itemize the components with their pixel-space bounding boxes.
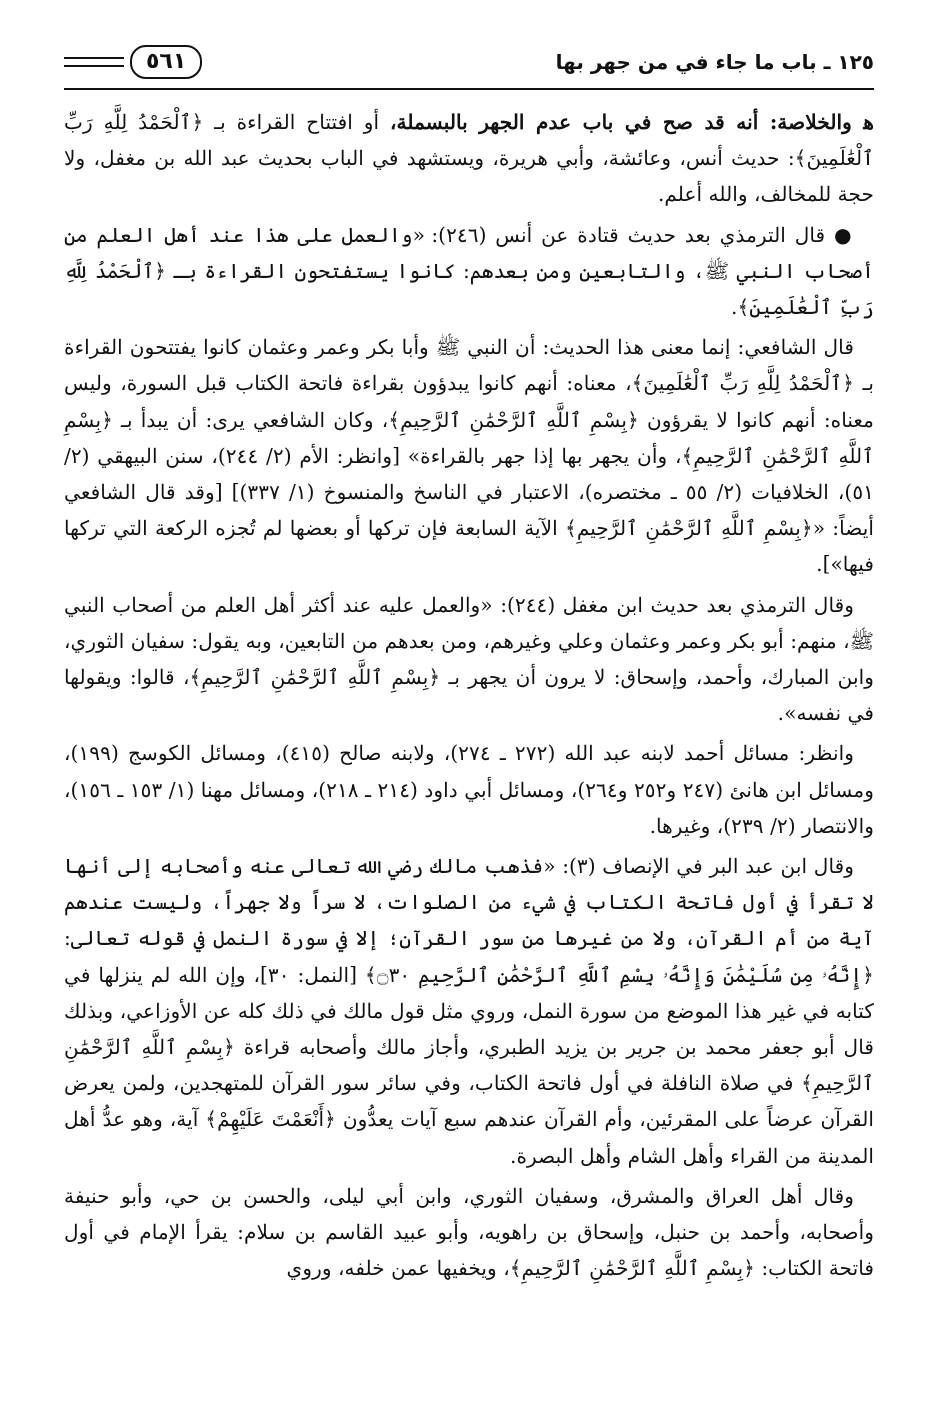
paragraph-text: وقال ابن عبد البر في الإنصاف (٣): «فذهب مالك رضي الله تعالى عنه وأصحابه إلى أنها لا تقرأ في أول فاتحة الكتاب في شيء من الصلوات، لا سراً ولا جهراً، وليست عندهم آية من أم القرآن، ولا من غيرها من سور القرآن؛ إلا في سورة النمل في قوله تعالى: ﴿إِنَّهُۥ مِن سُلَيْمَٰنَ وَإِنَّهُۥ بِسْمِ ٱللَّهِ ٱلرَّحْمَٰنِ ٱلرَّحِيمِ ۝٣٠﴾ [النمل: ٣٠]، وإن الله لم ينزلها في كتابه في غير هذا الموضع من سورة النمل، وروي مثل قول مالك في ذلك كله عن الأوزاعي، وبذلك قال أبو جعفر محمد بن جرير بن يزيد الطبري، وأجاز مالك وأصحابه قراءة ﴿بِسْمِ ٱللَّهِ ٱلرَّحْمَٰنِ ٱلرَّحِيمِ﴾ في صلاة النافلة في أول فاتحة الكتاب، وفي سائر سور القرآن للمتهجدين، ولمن يعرض القرآن عرضاً على المقرئين، وأم القرآن عندهم سبع آيات يعدُّون ﴿أَنْعَمْتَ عَلَيْهِمْ﴾ آية، وهو عدُّ أهل المدينة من القراء وأهل الشام وأهل البصرة. — [64, 854, 874, 1168]
paragraph-4 — [64, 587, 874, 732]
paragraph-1 — [64, 104, 874, 213]
page-header — [64, 40, 874, 90]
paragraph-text: وانظر: مسائل أحمد لابنه عبد الله (٢٧٢ ـ ٢٧٤)، ولابنه صالح (٤١٥)، ومسائل الكوسج (١٩٩)، ومسائل ابن هانئ (٢٤٧ و٢٥٢ و٢٦٤)، ومسائل أبي داود (٢١٤ ـ ٢١٨)، ومسائل مهنا (١/ ١٥٣ ـ ١٥٦)، والانتصار (٢/ ٢٣٩)، وغيرها. — [64, 741, 874, 838]
paragraph-text: قال الشافعي: إنما معنى هذا الحديث: أن النبي ﷺ وأبا بكر وعمر وعثمان كانوا يفتتحون القراءة بـ ﴿ٱلْحَمْدُ لِلَّهِ رَبِّ ٱلْعَٰلَمِينَ﴾، معناه: أنهم كانوا يبدؤون بقراءة فاتحة الكتاب قبل السورة، وليس معناه: أنهم كانوا لا يقرؤون ﴿بِسْمِ ٱللَّهِ ٱلرَّحْمَٰنِ ٱلرَّحِيمِ﴾، وكان الشافعي يرى: أن يبدأ بـ ﴿بِسْمِ ٱللَّهِ ٱلرَّحْمَٰنِ ٱلرَّحِيمِ﴾، وأن يجهر بها إذا جهر بالقراءة» [وانظر: الأم (٢/ ٢٤٤)، سنن البيهقي (٢/ ٥١)، الخلافيات (٢/ ٥٥ ـ مختصره)، الاعتبار في الناسخ والمنسوخ (١/ ٣٣٧)] [وقد قال الشافعي أيضاً: «﴿بِسْمِ ٱللَّهِ ٱلرَّحْمَٰنِ ٱلرَّحِيمِ﴾ الآية السابعة فإن تركها أو بعضها لم تُجزه الركعة التي تركها فيها»]. — [64, 335, 875, 577]
page-number: ٥٦١ — [130, 45, 202, 79]
ornament-line — [64, 57, 124, 67]
page-number-ornament — [64, 45, 202, 79]
paragraph-7 — [64, 1178, 874, 1287]
page-body — [64, 104, 874, 1287]
paragraph-2 — [64, 217, 874, 326]
paragraph-text: ● قال الترمذي بعد حديث قتادة عن أنس (٢٤٦): «والعمل على هذا عند أهل العلم من أصحاب النبي ﷺ، والتابعين ومن بعدهم: كانوا يستفتحون القراءة بـ ﴿ٱلْحَمْدُ لِلَّهِ رَبِّ ٱلْعَٰلَمِينَ﴾. — [64, 222, 874, 320]
document-page — [64, 40, 874, 1367]
paragraph-5 — [64, 735, 874, 844]
chapter-title: ١٢٥ ـ باب ما جاء في من جهر بها — [555, 50, 874, 74]
paragraph-lead: ﻫ والخلاصة: أنه قد صح في باب عدم الجهر بالبسملة، — [390, 110, 874, 134]
paragraph-3 — [64, 329, 874, 582]
paragraph-text: وقال أهل العراق والمشرق، وسفيان الثوري، وابن أبي ليلى، والحسن بن حي، وأبو حنيفة وأصحابه، وأحمد بن حنبل، وإسحاق بن راهويه، وأبو عبيد القاسم بن سلام: يقرأ الإمام في أول فاتحة الكتاب: ﴿بِسْمِ ٱللَّهِ ٱلرَّحْمَٰنِ ٱلرَّحِيمِ﴾، ويخفيها عمن خلفه، وروي — [64, 1183, 874, 1281]
paragraph-text: أو افتتاح القراءة بـ ﴿ٱلْحَمْدُ لِلَّهِ رَبِّ ٱلْعَٰلَمِينَ﴾: حديث أنس، وعائشة، وأبي هريرة، ويستشهد في الباب بحديث عبد الله بن مغفل، ولا حجة للمخالف، والله أعلم. — [64, 110, 874, 207]
paragraph-6 — [64, 848, 874, 1174]
paragraph-text: وقال الترمذي بعد حديث ابن مغفل (٢٤٤): «والعمل عليه عند أكثر أهل العلم من أصحاب النبي ﷺ، منهم: أبو بكر وعمر وعثمان وعلي وغيرهم، ومن بعدهم من التابعين، وبه يقول: سفيان الثوري، وابن المبارك، وأحمد، وإسحاق: لا يرون أن يجهر بـ ﴿بِسْمِ ٱللَّهِ ٱلرَّحْمَٰنِ ٱلرَّحِيمِ﴾، قالوا: ويقولها في نفسه». — [64, 592, 874, 726]
